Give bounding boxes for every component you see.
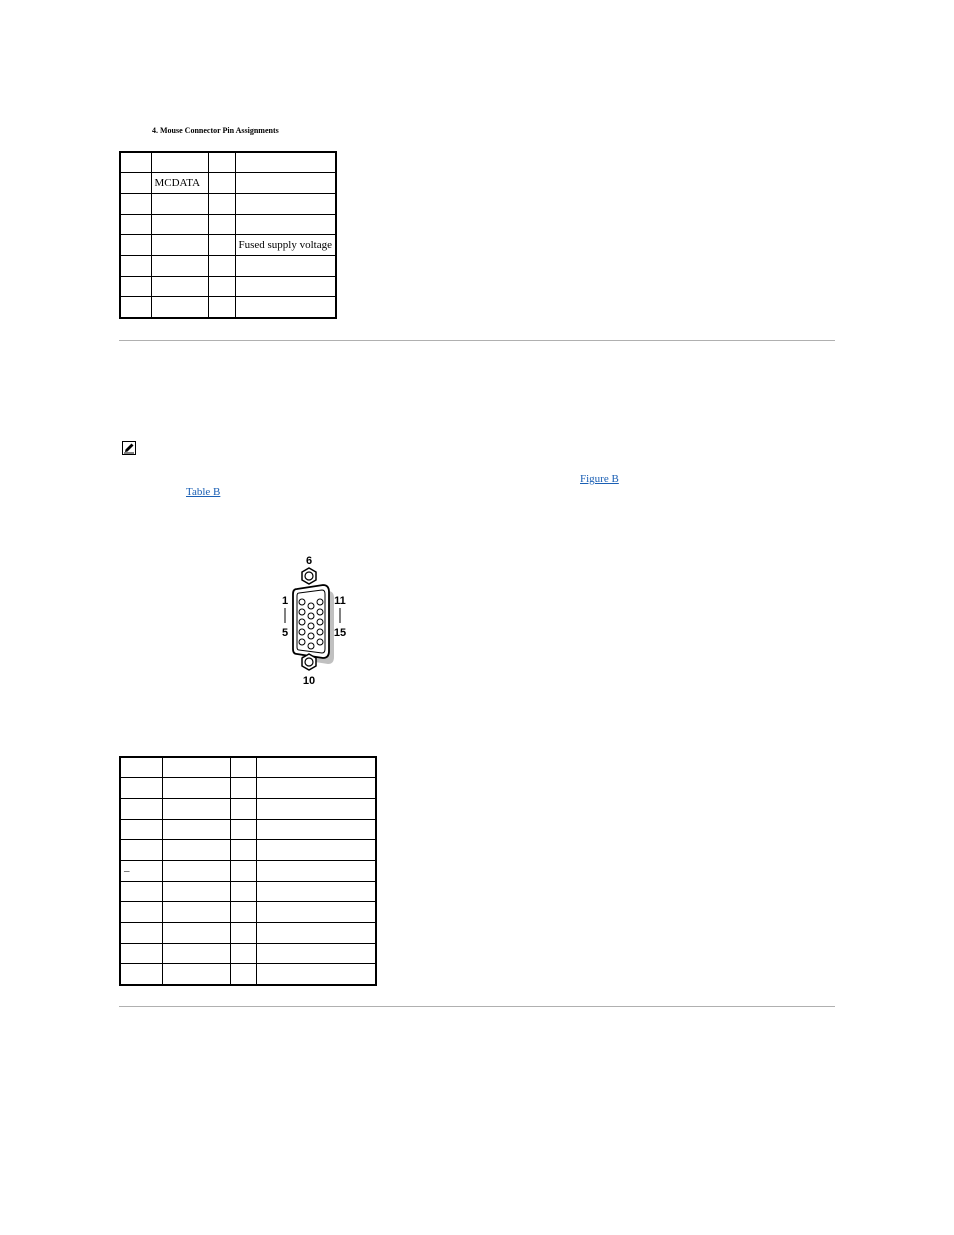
table-cell [120, 173, 151, 194]
table-cell [256, 778, 376, 799]
mouse-pin-table [119, 151, 337, 319]
table-cell [162, 757, 230, 778]
connector-pin [308, 613, 314, 619]
table-cell [230, 798, 256, 819]
table-cell: – [120, 860, 162, 881]
table-cell [120, 297, 151, 318]
table-cell [235, 276, 336, 297]
top-screw-icon [302, 568, 316, 584]
table-cell [230, 964, 256, 985]
table-cell [208, 255, 235, 276]
table-cell [120, 902, 162, 923]
section-divider-bottom [119, 1006, 835, 1007]
table-cell [151, 235, 208, 256]
table-cell [120, 214, 151, 235]
pin-label-11: 11 [334, 595, 346, 607]
table-cell [162, 881, 230, 902]
table-cell [120, 840, 162, 861]
table-cell: MCDATA [151, 173, 208, 194]
table-link[interactable]: Table B [186, 486, 221, 498]
table-cell [235, 152, 336, 173]
table-cell [208, 235, 235, 256]
table-row [120, 964, 376, 985]
bottom-screw-icon [302, 654, 316, 670]
table-cell [230, 860, 256, 881]
table-cell [120, 778, 162, 799]
table-cell [230, 757, 256, 778]
table-cell [151, 297, 208, 318]
table-cell [235, 214, 336, 235]
note-icon [122, 441, 136, 455]
pin-label-5: 5 [281, 627, 289, 639]
video-pin-table [119, 756, 377, 986]
connector-pin [299, 629, 305, 635]
table-cell [120, 255, 151, 276]
table-cell [120, 276, 151, 297]
table-row [120, 943, 376, 964]
table-cell [162, 964, 230, 985]
connector-pin [308, 623, 314, 629]
table-row [120, 173, 336, 194]
table-cell [256, 923, 376, 944]
connector-pin [317, 619, 323, 625]
table-row [120, 881, 376, 902]
table-row [120, 193, 336, 214]
table-row [120, 255, 336, 276]
table-cell [151, 193, 208, 214]
table-cell [256, 757, 376, 778]
table-cell [120, 819, 162, 840]
table-cell [162, 778, 230, 799]
connector-pin [308, 643, 314, 649]
table-cell [256, 902, 376, 923]
table-cell [162, 798, 230, 819]
table-cell [208, 297, 235, 318]
table-cell [235, 255, 336, 276]
table-cell [120, 152, 151, 173]
table-cell [230, 840, 256, 861]
pin-label-10: 10 [302, 675, 316, 687]
table-row [120, 819, 376, 840]
section-divider [119, 340, 835, 341]
table-cell [208, 173, 235, 194]
table-cell [151, 214, 208, 235]
table-row [120, 235, 336, 256]
table-caption: 4. Mouse Connector Pin Assignments [152, 126, 279, 135]
table-cell [151, 152, 208, 173]
connector-pin [299, 639, 305, 645]
table-row [120, 798, 376, 819]
table-cell [256, 798, 376, 819]
table-cell [235, 173, 336, 194]
table-cell [256, 819, 376, 840]
connector-pin [299, 599, 305, 605]
table-cell [230, 943, 256, 964]
table-row [120, 902, 376, 923]
table-row [120, 214, 336, 235]
table-cell [120, 881, 162, 902]
table-cell [230, 819, 256, 840]
table-cell [235, 297, 336, 318]
pin-label-6: 6 [305, 555, 313, 567]
figure-link[interactable]: Figure B [580, 473, 619, 485]
table-cell [162, 840, 230, 861]
table-row [120, 276, 336, 297]
table-cell [120, 964, 162, 985]
table-cell [235, 193, 336, 214]
connector-pin [308, 603, 314, 609]
table-cell [120, 757, 162, 778]
table-row [120, 757, 376, 778]
table-cell [208, 276, 235, 297]
connector-pin [299, 609, 305, 615]
video-connector-diagram [270, 548, 360, 688]
table-cell [162, 902, 230, 923]
table-cell [208, 214, 235, 235]
table-row [120, 297, 336, 318]
table-row [120, 860, 376, 881]
connector-pin [317, 639, 323, 645]
table-row [120, 840, 376, 861]
table-cell [162, 943, 230, 964]
table-cell [256, 943, 376, 964]
table-cell [230, 923, 256, 944]
table-cell [162, 923, 230, 944]
table-cell [256, 881, 376, 902]
table-row [120, 152, 336, 173]
table-row [120, 778, 376, 799]
table-cell [256, 964, 376, 985]
table-cell [162, 819, 230, 840]
table-cell [162, 860, 230, 881]
pin-label-15: 15 [333, 627, 347, 639]
table-cell [230, 902, 256, 923]
connector-pin [299, 619, 305, 625]
connector-pin [317, 609, 323, 615]
table-cell [151, 255, 208, 276]
table-cell [120, 193, 151, 214]
table-cell [256, 860, 376, 881]
table-cell [120, 943, 162, 964]
table-cell [208, 193, 235, 214]
table-cell [208, 152, 235, 173]
connector-pin [308, 633, 314, 639]
connector-pin [317, 599, 323, 605]
table-cell [230, 778, 256, 799]
table-cell [120, 923, 162, 944]
table-cell [151, 276, 208, 297]
table-cell [120, 798, 162, 819]
table-cell [230, 881, 256, 902]
table-cell: Fused supply voltage [235, 235, 336, 256]
table-cell [120, 235, 151, 256]
pin-label-1: 1 [281, 595, 289, 607]
table-row [120, 923, 376, 944]
table-cell [256, 840, 376, 861]
connector-pin [317, 629, 323, 635]
